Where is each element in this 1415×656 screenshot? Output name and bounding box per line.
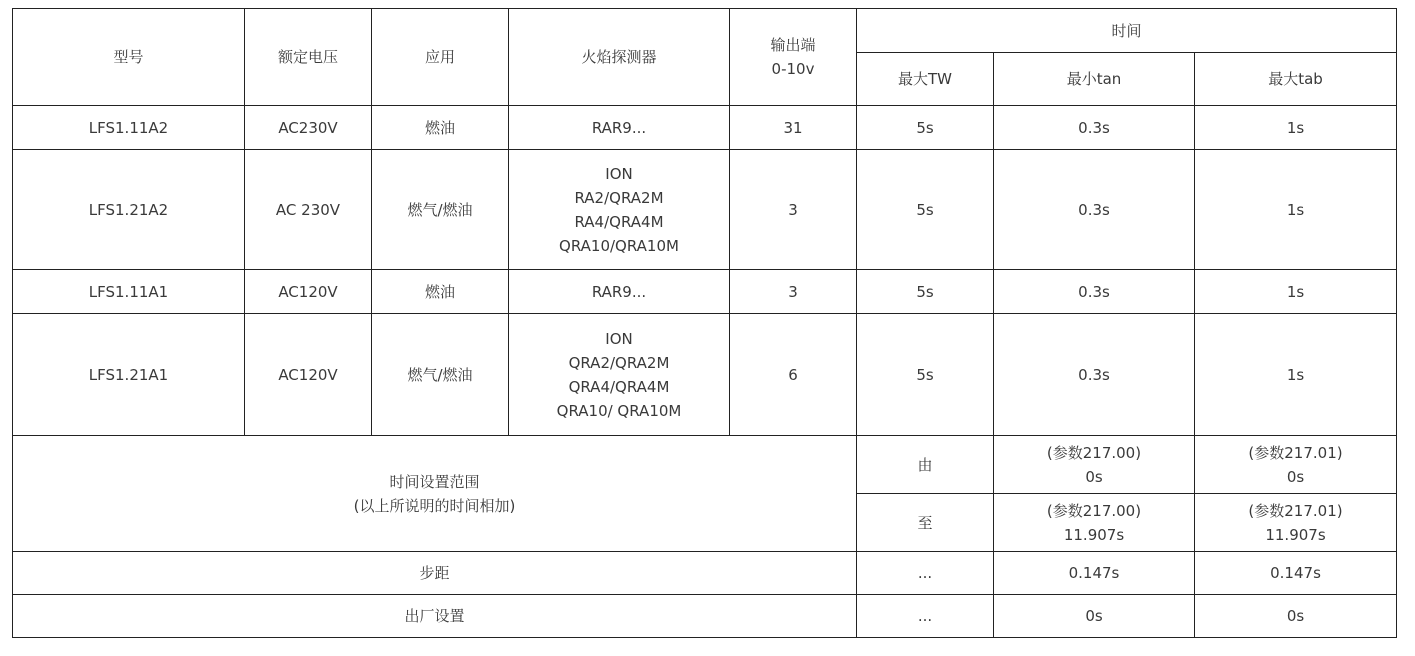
cell-output: 6 bbox=[730, 314, 857, 436]
detector-line: QRA4/QRA4M bbox=[568, 377, 670, 396]
range-label bbox=[13, 436, 857, 552]
header-time: 时间 bbox=[857, 9, 1397, 53]
header-detector: 火焰探测器 bbox=[509, 9, 730, 106]
step-max-tw: ... bbox=[857, 552, 994, 595]
detector-line: ION bbox=[605, 164, 633, 183]
cell-min-tan: 0.3s bbox=[994, 150, 1195, 270]
range-from-label: 由 bbox=[857, 436, 994, 494]
table-row bbox=[13, 314, 1397, 436]
header-max-tab: 最大tab bbox=[1195, 53, 1397, 106]
cell-max-tab: 1s bbox=[1195, 270, 1397, 314]
cell-voltage: AC 230V bbox=[245, 150, 372, 270]
step-label: 步距 bbox=[13, 552, 857, 595]
step-max-tab: 0.147s bbox=[1195, 552, 1397, 595]
param-label: (参数217.00) bbox=[1046, 443, 1142, 462]
header-voltage: 额定电压 bbox=[245, 9, 372, 106]
range-label-line2: (以上所说明的时间相加) bbox=[353, 496, 516, 515]
cell-min-tan: 0.3s bbox=[994, 270, 1195, 314]
param-label: (参数217.00) bbox=[1046, 501, 1142, 520]
cell-detector bbox=[509, 150, 730, 270]
cell-output: 31 bbox=[730, 106, 857, 150]
cell-output: 3 bbox=[730, 270, 857, 314]
table-row bbox=[13, 150, 1397, 270]
param-label: (参数217.01) bbox=[1248, 501, 1343, 520]
header-output-line2: 0-10v bbox=[771, 60, 815, 78]
detector-line: RAR9... bbox=[591, 118, 647, 137]
spec-table bbox=[12, 8, 1397, 638]
cell-detector bbox=[509, 314, 730, 436]
cell-max-tab: 1s bbox=[1195, 314, 1397, 436]
range-to-min-tan bbox=[994, 494, 1195, 552]
detector-line: RA4/QRA4M bbox=[574, 212, 664, 231]
cell-voltage: AC120V bbox=[245, 270, 372, 314]
step-row bbox=[13, 552, 1397, 595]
param-value: 0s bbox=[1286, 467, 1305, 486]
cell-model: LFS1.21A2 bbox=[13, 150, 245, 270]
param-label: (参数217.01) bbox=[1248, 443, 1343, 462]
table-row bbox=[13, 270, 1397, 314]
detector-line: RA2/QRA2M bbox=[574, 188, 664, 207]
cell-min-tan: 0.3s bbox=[994, 314, 1195, 436]
cell-max-tw: 5s bbox=[857, 150, 994, 270]
factory-max-tw: ... bbox=[857, 595, 994, 638]
header-model: 型号 bbox=[13, 9, 245, 106]
cell-voltage: AC120V bbox=[245, 314, 372, 436]
range-from-max-tab bbox=[1195, 436, 1397, 494]
range-from-min-tan bbox=[994, 436, 1195, 494]
param-value: 11.907s bbox=[1063, 525, 1125, 544]
detector-line: RAR9... bbox=[591, 282, 647, 301]
header-output-line1: 输出端 bbox=[770, 36, 816, 54]
detector-line: QRA10/ QRA10M bbox=[556, 401, 682, 420]
cell-min-tan: 0.3s bbox=[994, 106, 1195, 150]
cell-model: LFS1.21A1 bbox=[13, 314, 245, 436]
range-to-label: 至 bbox=[857, 494, 994, 552]
cell-application: 燃气/燃油 bbox=[372, 150, 509, 270]
cell-max-tw: 5s bbox=[857, 106, 994, 150]
spec-table-container bbox=[12, 8, 1397, 638]
cell-voltage: AC230V bbox=[245, 106, 372, 150]
factory-row bbox=[13, 595, 1397, 638]
param-value: 11.907s bbox=[1265, 525, 1326, 544]
param-value: 0s bbox=[1085, 467, 1103, 486]
cell-max-tab: 1s bbox=[1195, 106, 1397, 150]
cell-application: 燃油 bbox=[372, 270, 509, 314]
factory-min-tan: 0s bbox=[994, 595, 1195, 638]
cell-model: LFS1.11A2 bbox=[13, 106, 245, 150]
detector-line: ION bbox=[605, 329, 633, 348]
cell-detector bbox=[509, 270, 730, 314]
cell-max-tab: 1s bbox=[1195, 150, 1397, 270]
range-label-line1: 时间设置范围 bbox=[389, 472, 480, 491]
header-row-1 bbox=[13, 9, 1397, 53]
step-min-tan: 0.147s bbox=[994, 552, 1195, 595]
cell-output: 3 bbox=[730, 150, 857, 270]
detector-line: QRA10/QRA10M bbox=[559, 236, 679, 255]
factory-label: 出厂设置 bbox=[13, 595, 857, 638]
cell-application: 燃油 bbox=[372, 106, 509, 150]
header-min-tan: 最小tan bbox=[994, 53, 1195, 106]
range-row-from bbox=[13, 436, 1397, 494]
table-row bbox=[13, 106, 1397, 150]
cell-max-tw: 5s bbox=[857, 314, 994, 436]
detector-line: QRA2/QRA2M bbox=[568, 353, 670, 372]
header-output bbox=[730, 9, 857, 106]
header-application: 应用 bbox=[372, 9, 509, 106]
cell-max-tw: 5s bbox=[857, 270, 994, 314]
cell-model: LFS1.11A1 bbox=[13, 270, 245, 314]
header-max-tw: 最大TW bbox=[857, 53, 994, 106]
factory-max-tab: 0s bbox=[1195, 595, 1397, 638]
cell-application: 燃气/燃油 bbox=[372, 314, 509, 436]
range-to-max-tab bbox=[1195, 494, 1397, 552]
cell-detector bbox=[509, 106, 730, 150]
